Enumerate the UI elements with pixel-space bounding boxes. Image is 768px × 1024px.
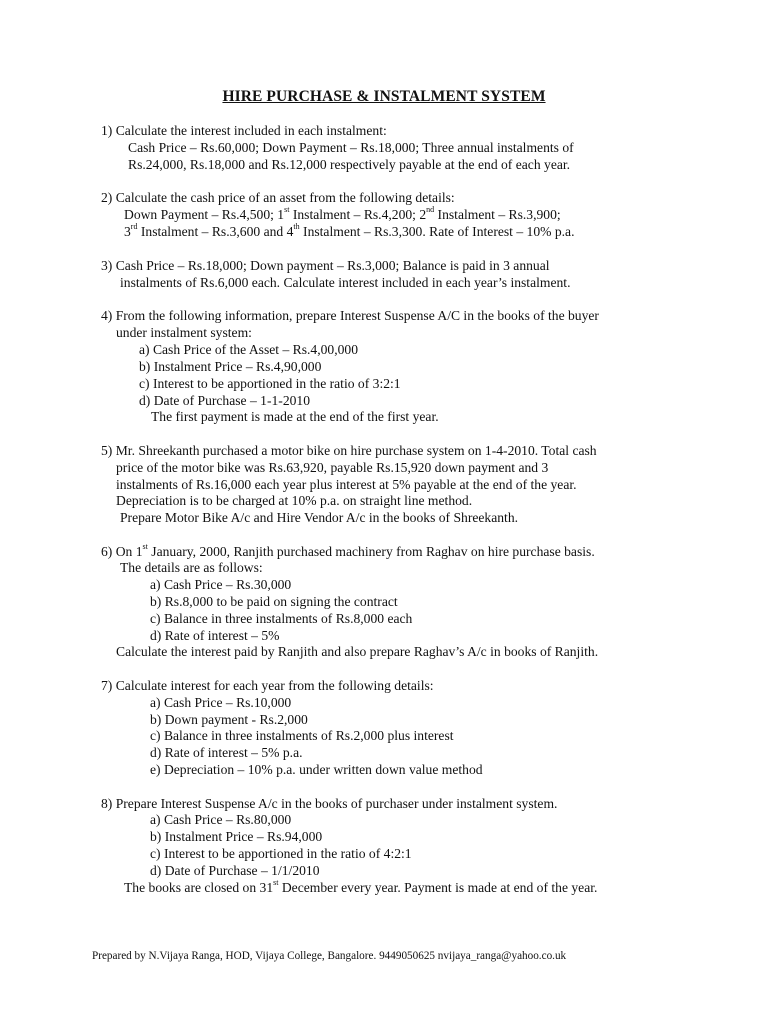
list-item: a) Cash Price – Rs.80,000 — [150, 812, 292, 827]
question-6-detail: The details are as follows: — [120, 560, 263, 575]
list-item: a) Cash Price of the Asset – Rs.4,00,000 — [139, 342, 358, 357]
question-2-detail: Down Payment – Rs.4,500; 1st Instalment – Rs.4,200; 2nd Instalment – Rs.3,900; — [124, 205, 561, 222]
question-5-text: 5) Mr. Shreekanth purchased a motor bike on hire purchase system on 1-4-2010. Total cash — [101, 443, 597, 458]
question-5-detail: Depreciation is to be charged at 10% p.a. on straight line method. — [116, 493, 473, 508]
question-6-note: Calculate the interest paid by Ranjith and also prepare Raghav’s A/c in books of Ranjith. — [116, 644, 599, 659]
list-item: d) Rate of interest – 5% p.a. — [150, 745, 303, 760]
question-5-detail: Prepare Motor Bike A/c and Hire Vendor A/c in the books of Shreekanth. — [120, 510, 519, 525]
list-item: c) Interest to be apportioned in the ratio of 3:2:1 — [139, 376, 401, 391]
list-item: a) Cash Price – Rs.30,000 — [150, 577, 292, 592]
question-1-detail: Cash Price – Rs.60,000; Down Payment – Rs.18,000; Three annual instalments of — [128, 140, 574, 155]
list-item: d) Date of Purchase – 1/1/2010 — [150, 863, 320, 878]
list-item: c) Interest to be apportioned in the ratio of 4:2:1 — [150, 846, 412, 861]
list-item: b) Rs.8,000 to be paid on signing the contract — [150, 594, 398, 609]
list-item: e) Depreciation – 10% p.a. under written down value method — [150, 762, 483, 777]
question-7-text: 7) Calculate interest for each year from the following details: — [101, 678, 434, 693]
footer-credit: Prepared by N.Vijaya Ranga, HOD, Vijaya College, Bangalore. 9449050625 nvijaya_ranga@yahoo.co.uk — [92, 950, 567, 962]
list-item: a) Cash Price – Rs.10,000 — [150, 695, 292, 710]
question-5-detail: instalments of Rs.16,000 each year plus interest at 5% payable at the end of the year. — [116, 477, 577, 492]
question-5-detail: price of the motor bike was Rs.63,920, payable Rs.15,920 down payment and 3 — [116, 460, 549, 475]
question-2-text: 2) Calculate the cash price of an asset from the following details: — [101, 190, 455, 205]
question-3-text: 3) Cash Price – Rs.18,000; Down payment – Rs.3,000; Balance is paid in 3 annual — [101, 258, 550, 273]
list-item: b) Down payment - Rs.2,000 — [150, 712, 308, 727]
question-8-note: The books are closed on 31st December every year. Payment is made at end of the year. — [124, 878, 598, 895]
page-title: HIRE PURCHASE & INSTALMENT SYSTEM — [222, 88, 546, 105]
question-4-note: The first payment is made at the end of the first year. — [151, 409, 439, 424]
question-4-detail: under instalment system: — [116, 325, 252, 340]
question-2-detail: 3rd Instalment – Rs.3,600 and 4th Instalment – Rs.3,300. Rate of Interest – 10% p.a. — [124, 222, 575, 239]
question-6-text: 6) On 1st January, 2000, Ranjith purchased machinery from Raghav on hire purchase basis. — [101, 542, 595, 559]
list-item: d) Date of Purchase – 1-1-2010 — [139, 393, 311, 408]
question-4-text: 4) From the following information, prepare Interest Suspense A/C in the books of the buyer — [101, 308, 599, 323]
list-item: d) Rate of interest – 5% — [150, 628, 280, 643]
list-item: b) Instalment Price – Rs.4,90,000 — [139, 359, 322, 374]
question-8-text: 8) Prepare Interest Suspense A/c in the books of purchaser under instalment system. — [101, 796, 558, 811]
question-3-detail: instalments of Rs.6,000 each. Calculate interest included in each year’s instalment. — [120, 275, 571, 290]
list-item: c) Balance in three instalments of Rs.8,000 each — [150, 611, 413, 626]
question-1-detail: Rs.24,000, Rs.18,000 and Rs.12,000 respectively payable at the end of each year. — [128, 157, 571, 172]
list-item: b) Instalment Price – Rs.94,000 — [150, 829, 323, 844]
list-item: c) Balance in three instalments of Rs.2,000 plus interest — [150, 728, 454, 743]
question-1-text: 1) Calculate the interest included in each instalment: — [101, 123, 387, 138]
